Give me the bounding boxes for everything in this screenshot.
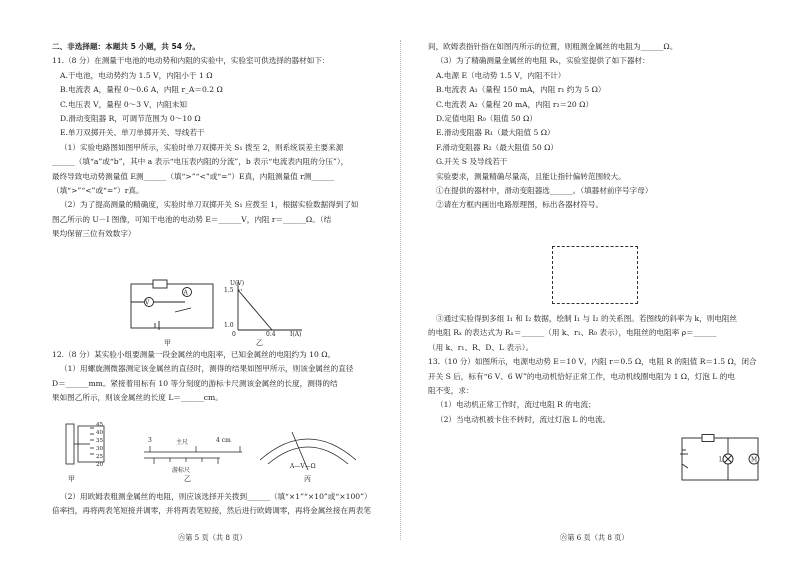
tick-0.4: 0.4 <box>266 331 276 338</box>
q13-stem-cont2: 阻不变，求： <box>428 385 474 395</box>
q12-sub1: ①在提供的器材中，滑动变阻器选______。（填器材前序号字母） <box>436 185 653 195</box>
footer-page-6: ㊅第 6 页（共 8 页） <box>560 533 629 542</box>
q12-part2-cont: 倍率挡，再将两表笔短接并调零，并将两表笔短接，然后进行欧姆调零，再将金属丝接在两表笔 <box>52 506 371 516</box>
caliper-3: 3 <box>148 437 152 444</box>
q13-circuit-figure <box>672 430 764 486</box>
q13-stem-cont: 开关 S 后，标有“6 V、6 W”的电动机恰好正常工作，电动机线圈电阻为 1 Ω，灯泡 L 的电 <box>428 371 735 381</box>
scale-30: 30 <box>96 446 103 452</box>
caliper-4cm: 4 cm <box>216 437 231 444</box>
scale-45: 45 <box>96 422 103 428</box>
q11-option-d: D.滑动变阻器 R，可调节范围为 0～10 Ω <box>60 113 201 123</box>
q12-stem: 12.（8 分）某实验小组要测量一段金属丝的电阻率，已知金属丝的电阻约为 10 Ω。 <box>52 350 336 359</box>
q11-part1: （1）实验电路图如图甲所示，实验时单刀双掷开关 S₁ 拨至 2，则系统误差主要来源 <box>60 142 344 152</box>
q11-part2-cont2: 果均保留三位有效数字） <box>52 229 136 239</box>
voltmeter-label: V <box>145 299 150 307</box>
footer-page-5: ㊅第 5 页（共 8 页） <box>178 533 247 542</box>
q11-part2: （2）为了提高测量的精确度，实验时单刀双掷开关 S₁ 应拨至 1，根据实验数据得到了如 <box>60 200 359 210</box>
q12-part1-cont2: 果如图乙所示，则该金属丝的长度 L＝______cm。 <box>52 393 223 403</box>
caliper-main-scale: 主尺 <box>176 439 189 446</box>
q12-sub3-cont: 的电阻 Rₓ 的表达式为 Rₓ＝______（用 k、r₁、R₀ 表示），电阻丝的电阻率 ρ＝______ <box>428 328 717 338</box>
scale-25: 25 <box>96 454 103 460</box>
scale-20: 20 <box>96 462 103 468</box>
caption-jia-q12: 甲 <box>68 475 75 483</box>
scale-35: 35 <box>96 438 103 444</box>
ammeter-label: A <box>183 289 188 297</box>
q13-part2: （2）当电动机被卡住不转时，流过灯泡 L 的电流。 <box>436 414 611 424</box>
caption-bing-q12: 丙 <box>304 475 311 483</box>
left-page-q12 <box>52 348 390 406</box>
q11-option-e: E.单刀双掷开关、单刀单掷开关、导线若干 <box>60 128 205 138</box>
meter-av-label: A—V—Ω <box>290 463 316 470</box>
q12-option-f: F.滑动变阻器 R₂（最大阻值 50 Ω） <box>436 142 558 152</box>
axis-u-label: U(V) <box>230 280 245 287</box>
lamp-label: L <box>719 456 723 464</box>
q12-option-g: G.开关 S 及导线若干 <box>436 157 508 167</box>
q11-option-c: C.电压表 V，量程 0～3 V，内阻未知 <box>60 99 187 109</box>
q12-option-e: E.滑动变阻器 R₁（最大阻值 5 Ω） <box>436 128 555 138</box>
q11-option-a: A.干电池，电动势约为 1.5 V，内阻小于 1 Ω <box>60 70 213 80</box>
q12-sub2: ②请在方框内画出电路原理图，标出各器材符号。 <box>436 200 604 210</box>
q11-part2-cont: 图乙所示的 U－I 图像，可知干电池的电动势 E＝______V，内阻 r＝______Ω。（结 <box>52 214 332 224</box>
left-page-q12b <box>52 490 390 519</box>
q12-option-c: C.电流表 A₂（量程 20 mA，内阻 r₂＝20 Ω） <box>436 99 594 109</box>
q11-option-b: B.电流表 A，量程 0～0.6 A，内阻 r_A＝0.2 Ω <box>60 85 223 95</box>
q12-part2: （2）用欧姆表粗测金属丝的电阻，则应该选择开关拨到______（填“×1”“×10”或“×100”） <box>60 492 372 501</box>
right-page <box>428 40 766 213</box>
q13-stem: 13.（10 分）如图所示，电源电动势 E＝10 V，内阻 r＝0.5 Ω，电阻 R 的阻值 R＝1.5 Ω，闭合 <box>428 357 757 367</box>
q12-part1: （1）用螺旋测微器测定该金属丝的直径时，测得的结果如图甲所示，则该金属丝的直径 <box>60 364 354 374</box>
q12-part3: （3）为了精确测量金属丝的电阻 Rₓ，实验室提供了如下器材： <box>436 56 650 66</box>
micrometer-figure <box>60 418 120 470</box>
left-page <box>52 40 390 241</box>
circuit-diagram-jia <box>125 278 225 338</box>
q12-sub3: ③通过实验得到多组 I₁ 和 I₂ 数据，绘制 I₁ 与 I₂ 的关系图。若图线的斜率为 k，则电阻丝 <box>436 314 738 323</box>
motor-label: M <box>751 456 758 464</box>
caption-jia-q11: 甲 <box>164 339 171 347</box>
q12-requirement: 实验要求，测量精确尽量高，且能让指针偏转范围较大。 <box>436 171 626 181</box>
page-divider <box>400 40 401 540</box>
caliper-vernier-scale: 游标尺 <box>172 467 191 474</box>
tick-0: 0 <box>232 331 236 338</box>
axis-i-label: I(A) <box>290 331 302 338</box>
q12-option-a: A.电源 E（电动势 1.5 V，内阻不计） <box>436 70 566 80</box>
q11-part1-cont: ______（填“a”或“b”，其中 a 表示“电压表内阻的分流”，b 表示“电流表内阻的分压”）， <box>52 157 349 167</box>
caption-yi-q11: 乙 <box>256 339 263 347</box>
vernier-caliper-figure <box>140 440 246 470</box>
tick-1.0: 1.0 <box>224 322 234 329</box>
q12-sub3-cont2: （用 k、r₁、R、D、L 表示）。 <box>428 342 534 352</box>
q13-part1: （1）电动机正常工作时，流过电阻 R 的电流； <box>436 400 596 410</box>
q12-option-b: B.电流表 A₁（量程 150 mA，内阻 r₁ 约为 5 Ω） <box>436 85 606 95</box>
caption-yi-q12: 乙 <box>184 475 191 483</box>
q11-stem: 11.（8 分）在测量干电池的电动势和内阻的实验中，实验室可供选择的器材如下： <box>52 56 330 66</box>
scale-40: 40 <box>96 430 103 436</box>
section-heading: 二、非选择题：本题共 5 小题，共 54 分。 <box>52 42 200 51</box>
q11-part1-cont2: 最终导致电动势测量值 E测______（填“>”“<”或“=”）E真，内阻测量值 r测______ <box>52 171 335 181</box>
q11-part1-cont3: （填“>”“<”或“=”）r真。 <box>52 185 144 195</box>
circuit-drawing-box[interactable] <box>552 246 638 304</box>
q12-option-d: D.定值电阻 R₀（阻值 50 Ω） <box>436 113 537 123</box>
tick-1.5: 1.5 <box>224 287 234 294</box>
q12-part2-end: 间，欧姆表指针指在如图丙所示的位置，则粗测金属丝的电阻为______Ω。 <box>428 42 678 51</box>
right-page-lower <box>428 312 766 427</box>
q12-part1-cont: D＝______mm。紧接着用标有 10 等分刻度的游标卡尺测该金属丝的长度，测得的结 <box>52 378 338 388</box>
